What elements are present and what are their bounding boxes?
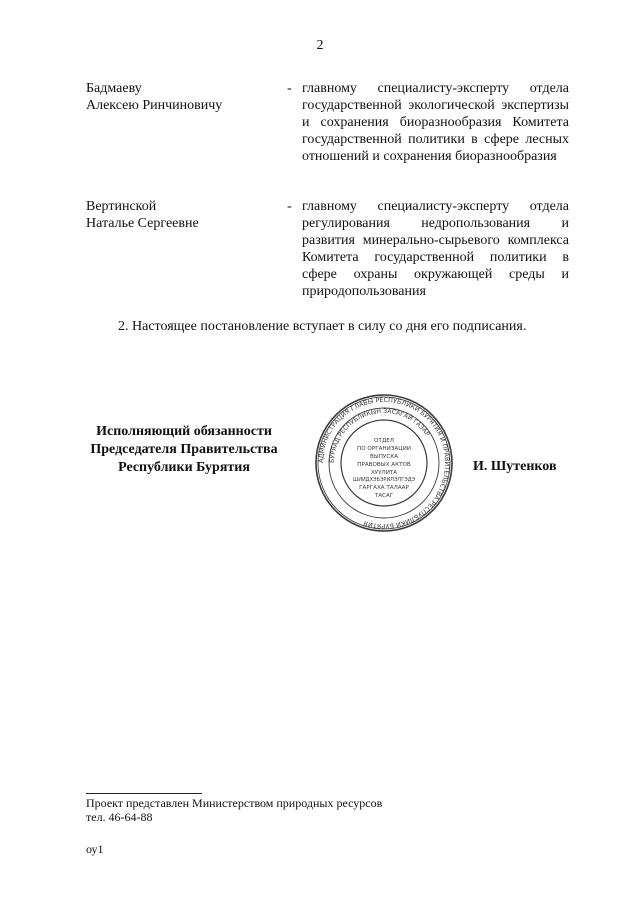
appointee-name [86, 80, 276, 114]
appointee-name [86, 198, 276, 232]
signatory-name: И. Шутенков [473, 459, 557, 474]
signatory-title [78, 423, 290, 477]
footnote [86, 796, 382, 824]
entry-dash: - [287, 199, 292, 214]
footnote-phone: тел. 46-64-88 [86, 810, 153, 824]
appointee-position: главному специалисту-эксперту отдела государственной экологической экспертизы и сохранения биоразнообразия Комитета государственной политики в сфере лесных отношений и сохранения биоразнообразия [302, 81, 569, 164]
seal-outer-text: АДМИНИСТРАЦИЯ ГЛАВЫ РЕСПУБЛИКИ БУРЯТИЯ И ПРАВИТЕЛЬСТВА РЕСПУБЛИКИ БУРЯТИЯ [316, 395, 452, 531]
appointee-position: главному специалисту-эксперту отдела регулирования недропользования и развития минерально-сырьевого комплекса Комитета государственной политики в сфере охраны окружающей среды и природопользования [302, 199, 569, 299]
document-code: оу1 [86, 842, 104, 856]
seal-center-text: ХУУЛИТА [370, 470, 398, 476]
signatory-title-line: Исполняющий обязанности [96, 424, 272, 439]
appointee-surname: Бадмаеву [86, 81, 142, 96]
seal-center-text: ОТДЕЛ [374, 438, 394, 444]
footnote-divider [86, 793, 202, 794]
appointee-given-name: Алексею Ринчиновичу [86, 98, 223, 113]
footnote-submitter: Проект представлен Министерством природных ресурсов [86, 796, 383, 810]
seal-center-text: ВЫПУСКА [369, 454, 399, 460]
seal-inner-text: БУРЯАД РЕСПУБЛИКЫН ЗАСАГАЙ ГАЗАР [328, 407, 431, 464]
seal-center-text: ПРАВОВЫХ АКТОВ [357, 462, 411, 468]
signatory-title-line: Республики Бурятия [118, 460, 250, 475]
appointee-given-name: Наталье Сергеевне [86, 216, 199, 231]
appointee-surname: Вертинской [86, 199, 157, 214]
signatory-title-line: Председателя Правительства [90, 442, 278, 457]
seal-center-text: ТАСАГ [374, 493, 394, 499]
seal-center-text: ПО ОРГАНИЗАЦИИ [357, 446, 411, 452]
seal-center-text: ШИИДХЭБЭРИЛЭЛГЭДЭ [352, 477, 416, 483]
seal-center-text: ГАРГАХА ТАЛААР [359, 485, 409, 491]
clause-2: 2. Настоящее постановление вступает в силу со дня его подписания. [118, 319, 527, 334]
entry-dash: - [287, 81, 292, 96]
page-number: 2 [316, 38, 324, 53]
official-seal [314, 393, 454, 533]
